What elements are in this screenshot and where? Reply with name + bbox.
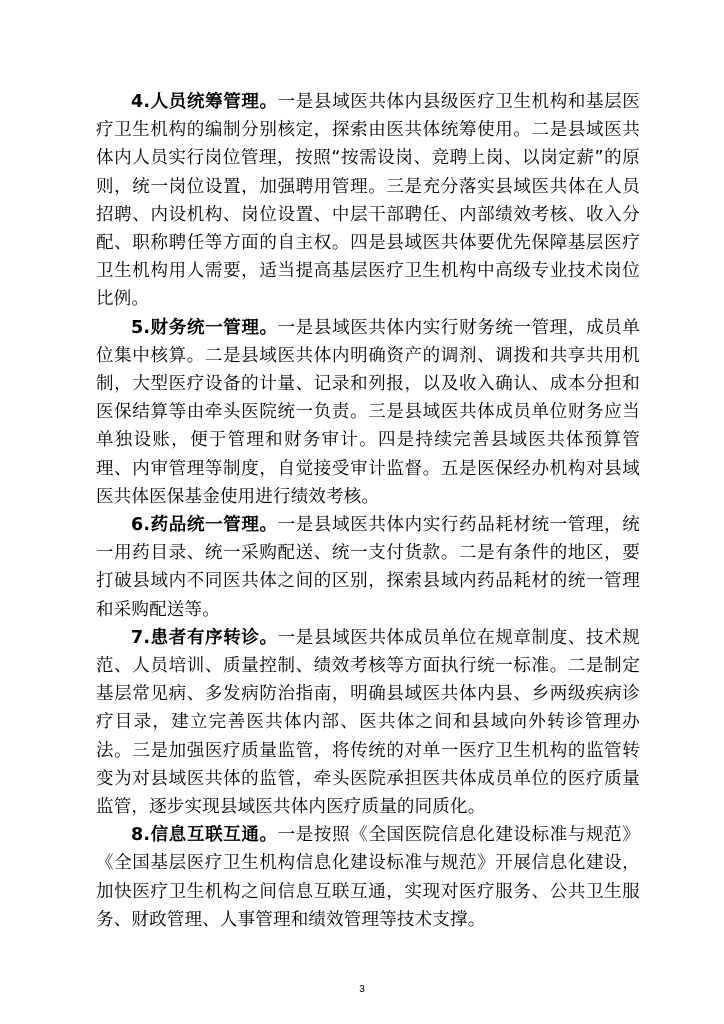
paragraph-heading: 4.人员统筹管理。	[131, 92, 278, 112]
page-number: 3	[359, 984, 365, 995]
paragraph-text: 一是按照《全国医院信息化建设标准与规范》《全国基层医疗卫生机构信息化建设标准与规范》开展信息化建设，加快医疗卫生机构之间信息互联互通，实现对医疗服务、公共卫生服务、财政管理、人事管理和绩效管理等技术支撑。	[96, 825, 641, 930]
paragraph-heading: 8.信息互联互通。	[131, 825, 278, 846]
paragraph-personnel-management	[96, 88, 640, 314]
document-body	[96, 88, 640, 934]
paragraph-information-interconnection	[96, 821, 640, 934]
paragraph-text: 一是县域医共体内实行财务统一管理，成员单位集中核算。二是县域医共体内明确资产的调剂、调拨和共享共用机制，大型医疗设备的计量、记录和列报，以及收入确认、成本分担和医保结算等由牵头医院统一负责。三是县域医共体成员单位财务应当单独设账，便于管理和财务审计。四是持续完善县域医共体预算管理、内审管理等制度，自觉接受审计监督。五是医保经办机构对县域医共体医保基金使用进行绩效考核。	[96, 317, 641, 507]
paragraph-text: 一是县域医共体内实行药品耗材统一管理，统一用药目录、统一采购配送、统一支付货款。二是有条件的地区，要打破县域内不同医共体之间的区别，探索县域内药品耗材的统一管理和采购配送等。	[96, 515, 641, 620]
paragraph-heading: 5.财务统一管理。	[131, 317, 278, 338]
paragraph-heading: 7.患者有序转诊。	[131, 627, 278, 648]
paragraph-text: 一是县域医共体成员单位在规章制度、技术规范、人员培训、质量控制、绩效考核等方面执行统一标准。二是制定基层常见病、多发病防治指南，明确县域医共体内县、乡两级疾病诊疗目录，建立完善医共体内部、医共体之间和县域向外转诊管理办法。三是加强医疗质量监管，将传统的对单一医疗卫生机构的监管转变为对县域医共体的监管，牵头医院承担医共体成员单位的医疗质量监管，逐步实现县域医共体内医疗质量的同质化。	[96, 627, 641, 818]
paragraph-finance-management	[96, 314, 640, 511]
paragraph-text: 一是县域医共体内县级医疗卫生机构和基层医疗卫生机构的编制分别核定，探索由医共体统筹使用。二是县域医共体内人员实行岗位管理，按照“按需设岗、竞聘上岗、以岗定薪”的原则，统一岗位设置，加强聘用管理。三是充分落实县域医共体在人员招聘、内设机构、岗位设置、中层干部聘任、内部绩效考核、收入分配、职称聘任等方面的自主权。四是县域医共体要优先保障基层医疗卫生机构用人需要，适当提高基层医疗卫生机构中高级专业技术岗位比例。	[96, 92, 641, 310]
paragraph-heading: 6.药品统一管理。	[131, 515, 278, 536]
paragraph-patient-referral	[96, 624, 640, 821]
paragraph-drug-management	[96, 511, 640, 624]
